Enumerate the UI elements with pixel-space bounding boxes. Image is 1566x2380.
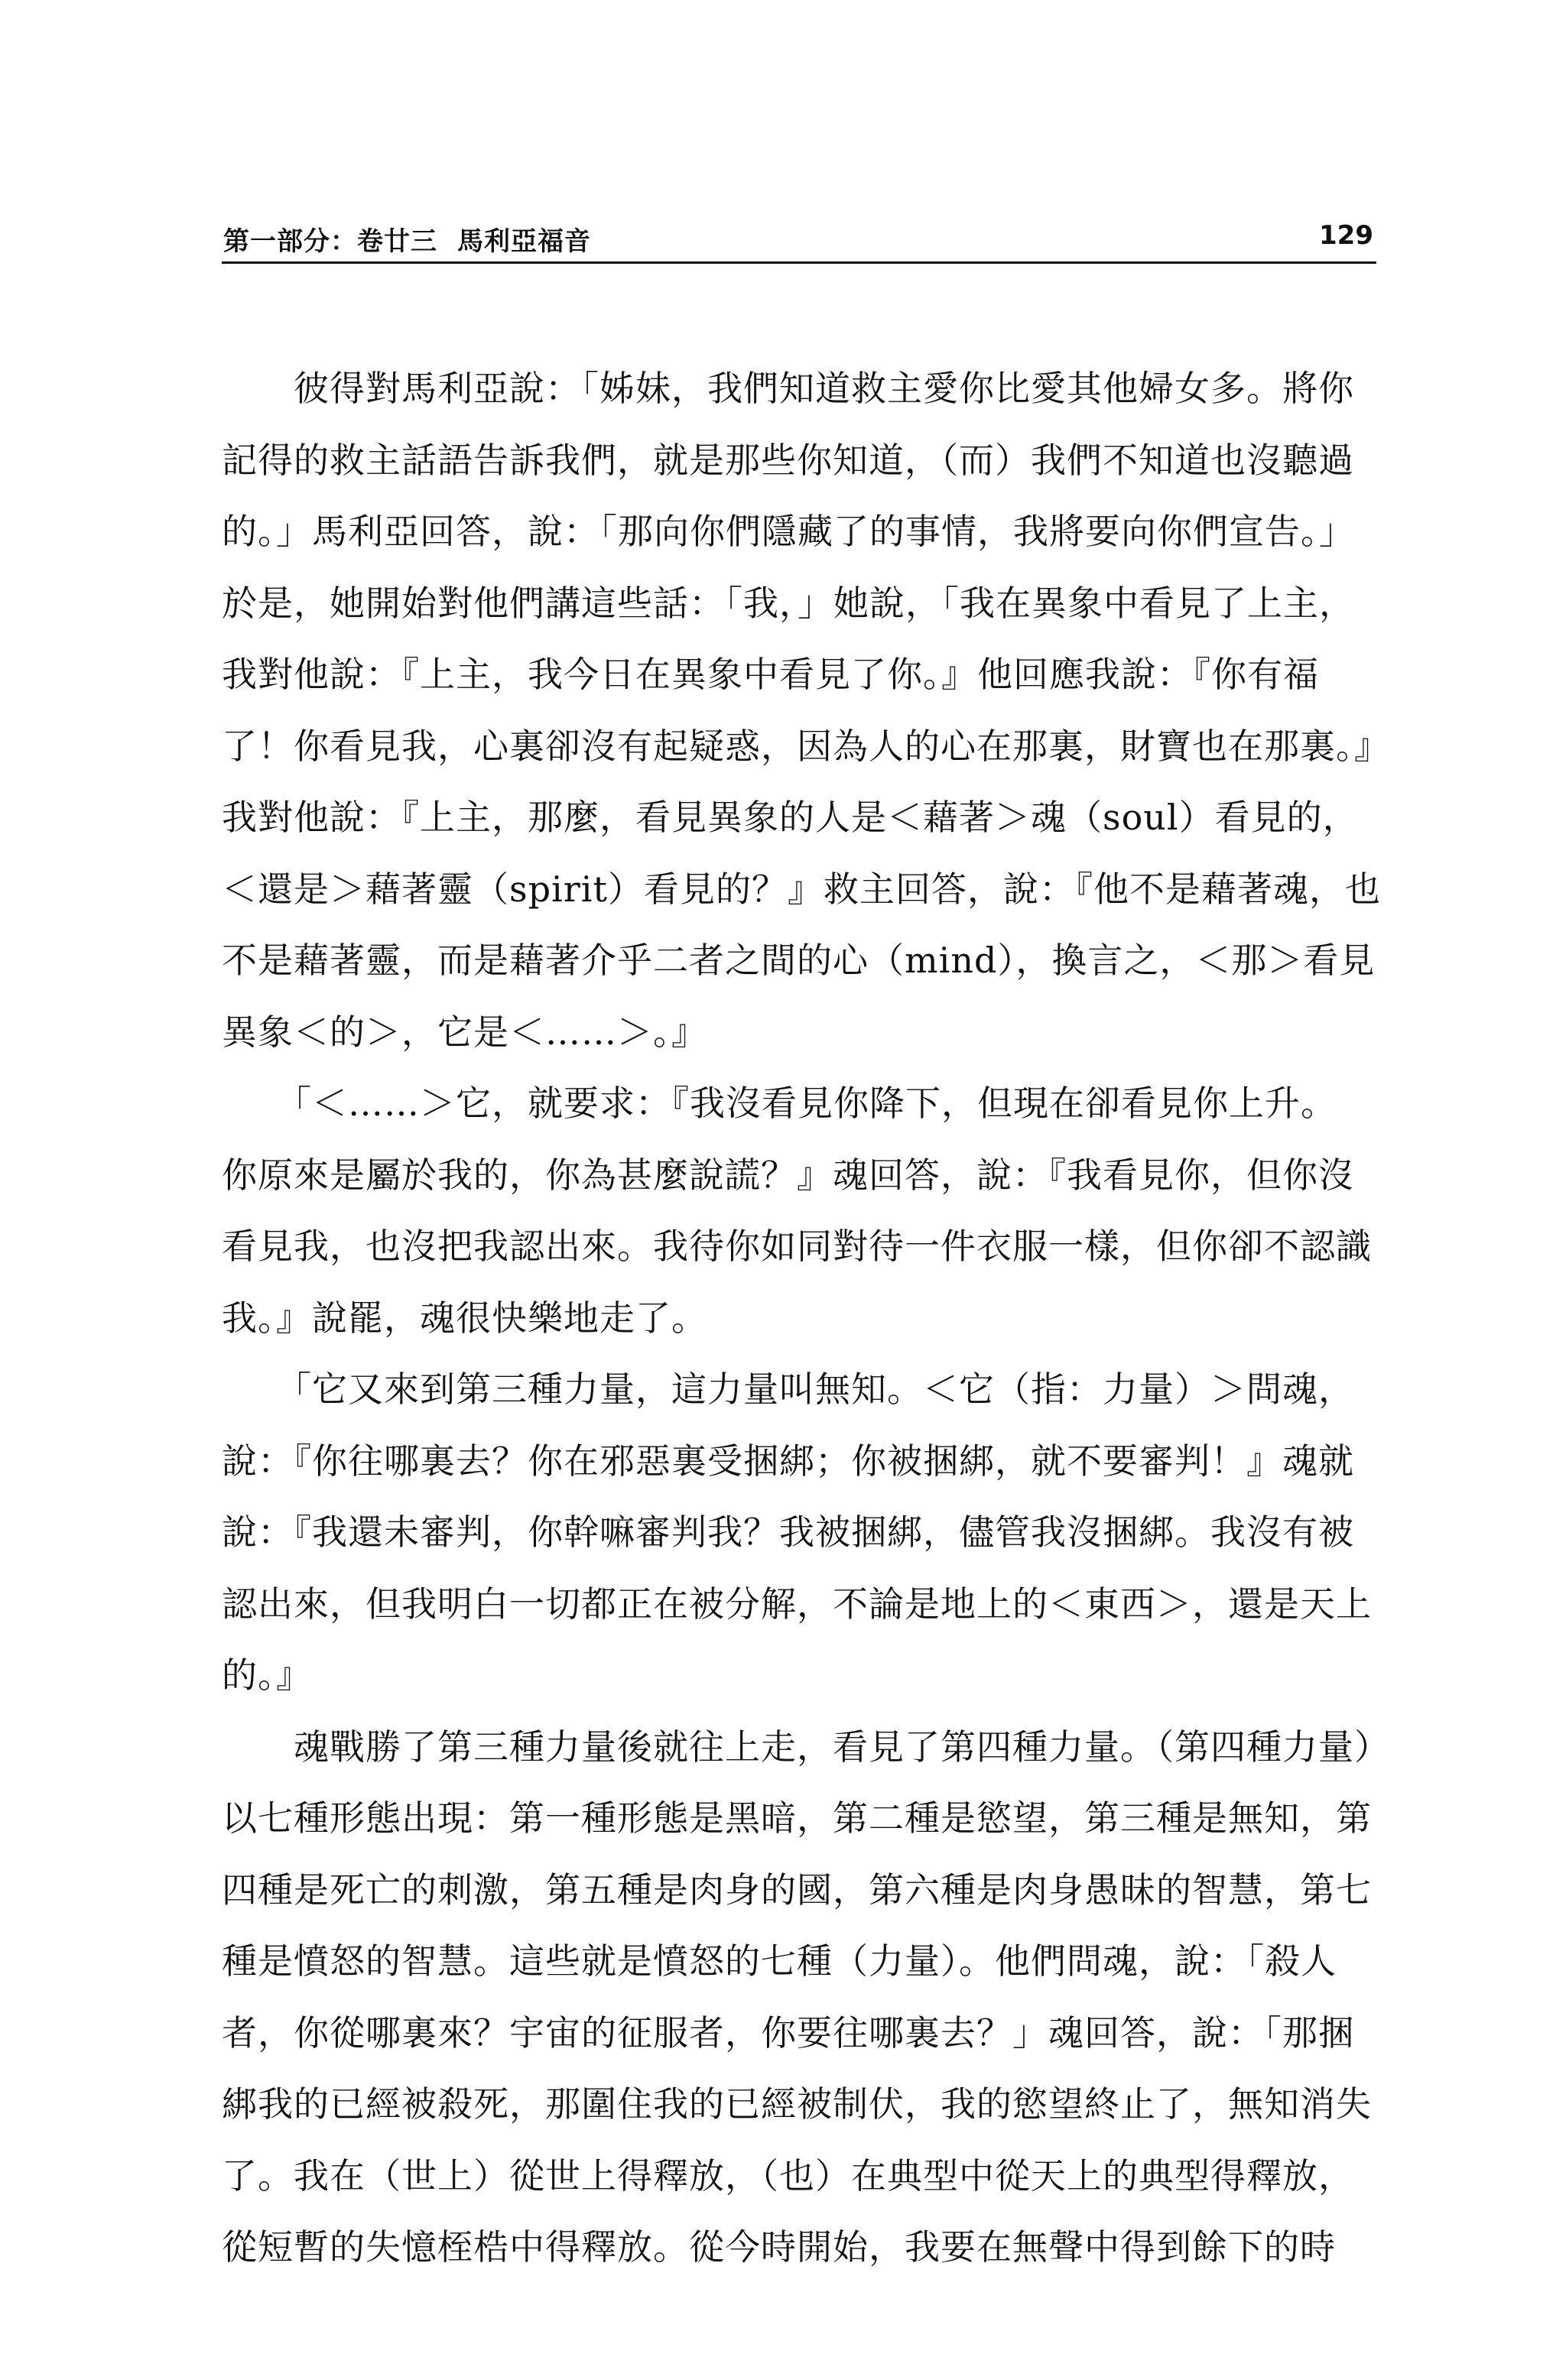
text-line-18: 認出來，但我明白一切都正在被分解，不論是地上的＜東西＞，還是天上 <box>222 1583 1372 1625</box>
text-line-14: 我。』說罷，魂很快樂地走了。 <box>222 1297 707 1339</box>
text-line-16: 說：『你往哪裏去？你在邪惡裏受捆綁；你被捆綁，就不要審判！』魂就 <box>222 1440 1354 1482</box>
text-line-25: 綁我的已經被殺死，那圍住我的已經被制伏，我的慾望終止了，無知消失 <box>222 2083 1372 2125</box>
text-line-19: 的。』 <box>222 1654 312 1696</box>
text-line-21: 以七種形態出現：第一種形態是黑暗，第二種是慾望，第三種是無知，第 <box>222 1797 1372 1839</box>
text-line-12: 你原來是屬於我的，你為甚麼說謊？』魂回答，說：『我看見你，但你沒 <box>222 1154 1354 1196</box>
text-line-1: 彼得對馬利亞說：「姊妹，我們知道救主愛你比愛其他婦女多。將你 <box>222 368 1354 409</box>
text-line-2: 記得的救主話語告訴我們，就是那些你知道，（而）我們不知道也沒聽過 <box>222 439 1354 481</box>
text-line-11: 「＜……＞它，就要求：『我沒看見你降下，但現在卻看見你上升。 <box>222 1083 1337 1124</box>
text-line-26: 了。我在（世上）從世上得釋放，（也）在典型中從天上的典型得釋放， <box>222 2154 1354 2197</box>
text-line-23: 種是憤怒的智慧。這些就是憤怒的七種（力量）。他們問魂，說：「殺人 <box>222 1940 1337 1982</box>
text-line-4: 於是，她開始對他們講這些話：「我，」她說，「我在異象中看見了上主， <box>222 582 1355 624</box>
text-line-10: 異象＜的＞，它是＜……＞。』 <box>222 1011 707 1053</box>
text-line-15: 「它又來到第三種力量，這力量叫無知。＜它（指：力量）＞問魂， <box>222 1369 1354 1410</box>
text-line-5: 我對他說：『上主，我今日在異象中看見了你。』他回應我說：『你有福 <box>222 654 1319 695</box>
header-title-group <box>223 220 591 258</box>
text-line-3: 的。」馬利亞回答，說：「那向你們隱藏了的事情，我將要向你們宣告。」 <box>222 511 1355 552</box>
body-text <box>222 365 1390 2296</box>
text-line-27: 從短暫的失憶桎梏中得釋放。從今時開始，我要在無聲中得到餘下的時 <box>222 2226 1336 2268</box>
text-line-7: 我對他說：『上主，那麼，看見異象的人是＜藉著＞魂（soul）看見的， <box>222 797 1359 838</box>
text-line-17: 說：『我還未審判，你幹嘛審判我？我被捆綁，儘管我沒捆綁。我沒有被 <box>222 1511 1354 1553</box>
text-line-9: 不是藉著靈，而是藉著介乎二者之間的心（mind），換言之，＜那＞看見 <box>222 940 1376 981</box>
text-line-13: 看見我，也沒把我認出來。我待你如同對待一件衣服一樣，但你卻不認識 <box>222 1226 1372 1267</box>
text-line-6: 了！你看見我，心裏卻沒有起疑惑，因為人的心在那裏，財寶也在那裏。』 <box>222 725 1390 767</box>
header-chapter-title: 馬利亞福音 <box>457 226 591 257</box>
text-line-22: 四種是死亡的刺激，第五種是肉身的國，第六種是肉身愚昧的智慧，第七 <box>222 1869 1372 1911</box>
header-section: 第一部分：卷廿三 <box>223 226 437 257</box>
text-line-24: 者，你從哪裏來？宇宙的征服者，你要往哪裏去？」魂回答，說：「那捆 <box>222 2011 1354 2054</box>
page-number: 129 <box>1319 220 1373 251</box>
text-line-8: ＜還是＞藉著靈（spirit）看見的？』救主回答，說：『他不是藉著魂，也 <box>222 868 1381 910</box>
running-header <box>222 216 1376 264</box>
text-line-20: 魂戰勝了第三種力量後就往上走，看見了第四種力量。（第四種力量） <box>222 1726 1390 1768</box>
